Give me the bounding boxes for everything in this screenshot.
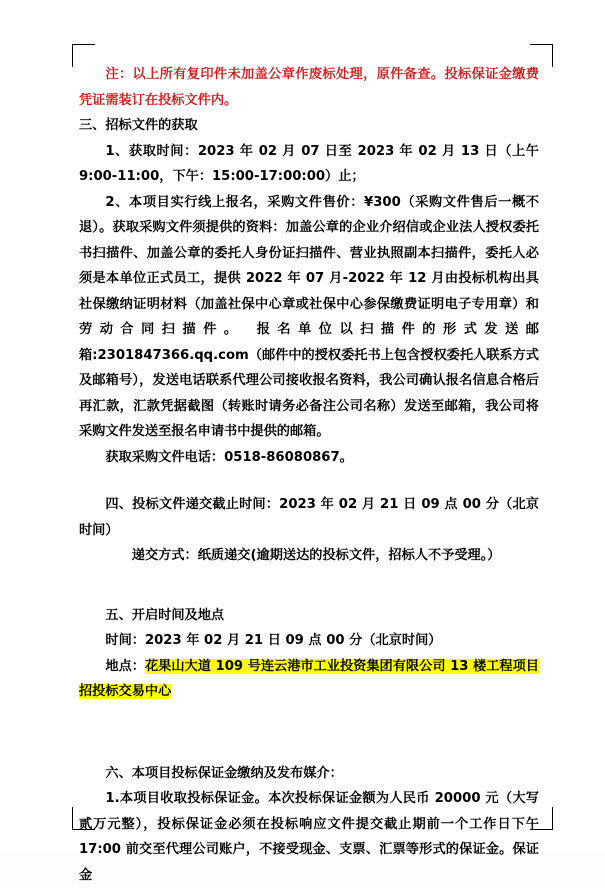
spacer: [79, 470, 539, 492]
warning-note: 注：以上所有复印件未加盖公章作废标处理，原件备查。投标保证金缴费凭证需装订在投标文件内。: [79, 67, 539, 108]
section-5-location-highlight: 花果山大道 109 号连云港市工业投资集团有限公司 13 楼工程项目招投标交易中心: [79, 658, 539, 699]
section-heading-3: 三、招标文件的获取: [79, 118, 198, 133]
section-3-paragraph-2: 2、本项目实行线上报名，采购文件售价：¥300（采购文件售后一概不退）。获取采购文件须提供的资料：加盖公章的企业介绍信或企业法人授权委托书扫描件、加盖公章的委托人身份证扫描件、营业执照副本扫描件，委托人必须是本单位正式员工，提供 2022 年 07 月-2022 年 12 月由投标机构出具社保缴纳证明材料（加盖社保中心章或社保中心参保缴费证明电子专用章）和劳动合同扫描件。 报名单位以扫描件的形式发送邮箱:2301847366.qq.com（邮件中的授权委托书上包含授权委托人联系方式及邮箱号），发送电话联系代理公司接收报名资料，我公司确认报名信息合格后再汇款，汇款凭据截图（转账时请务必备注公司名称）发送至邮箱，我公司将采购文件发送至报名申请书中提供的邮箱。: [79, 194, 539, 439]
section-5-location: [79, 654, 539, 705]
section-4-paragraph-1: 递交方式：纸质递交(逾期送达的投标文件，招标人不予受理。）: [131, 548, 501, 563]
section-6-paragraph-1: 1.本项目收取投标保证金。本次投标保证金额为人民币 20000 元（大写贰万元整），投标保证金必须在投标响应文件提交截止期前一个工作日下午 17:00 前交至代理公司账户，不接受现金、支票、汇票等形式的保证金。保证金: [79, 791, 539, 883]
section-3-contact-phone: 获取采购文件电话：0518-86080867。: [105, 449, 353, 465]
section-3-paragraph-1: 1、获取时间：2023 年 02 月 07 日至 2023 年 02 月 13 日（上午 9:00-11:00，下午：15:00-17:00:00）止；: [79, 143, 539, 184]
section-5-location-label: 地点：: [105, 658, 145, 674]
spacer: [79, 569, 539, 603]
spacer: [79, 739, 539, 761]
section-heading-6: 六、本项目投标保证金缴纳及发布媒介：: [105, 765, 343, 781]
document-body: [79, 62, 539, 888]
section-5-time: 时间：2023 年 02 月 21 日 09 点 00 分（北京时间）: [105, 633, 442, 648]
section-heading-5: 五、开启时间及地点: [105, 607, 225, 623]
section-heading-4: 四、投标文件递交截止时间：2023 年 02 月 21 日 09 点 00 分（北京时间）: [79, 497, 539, 538]
spacer: [79, 705, 539, 739]
